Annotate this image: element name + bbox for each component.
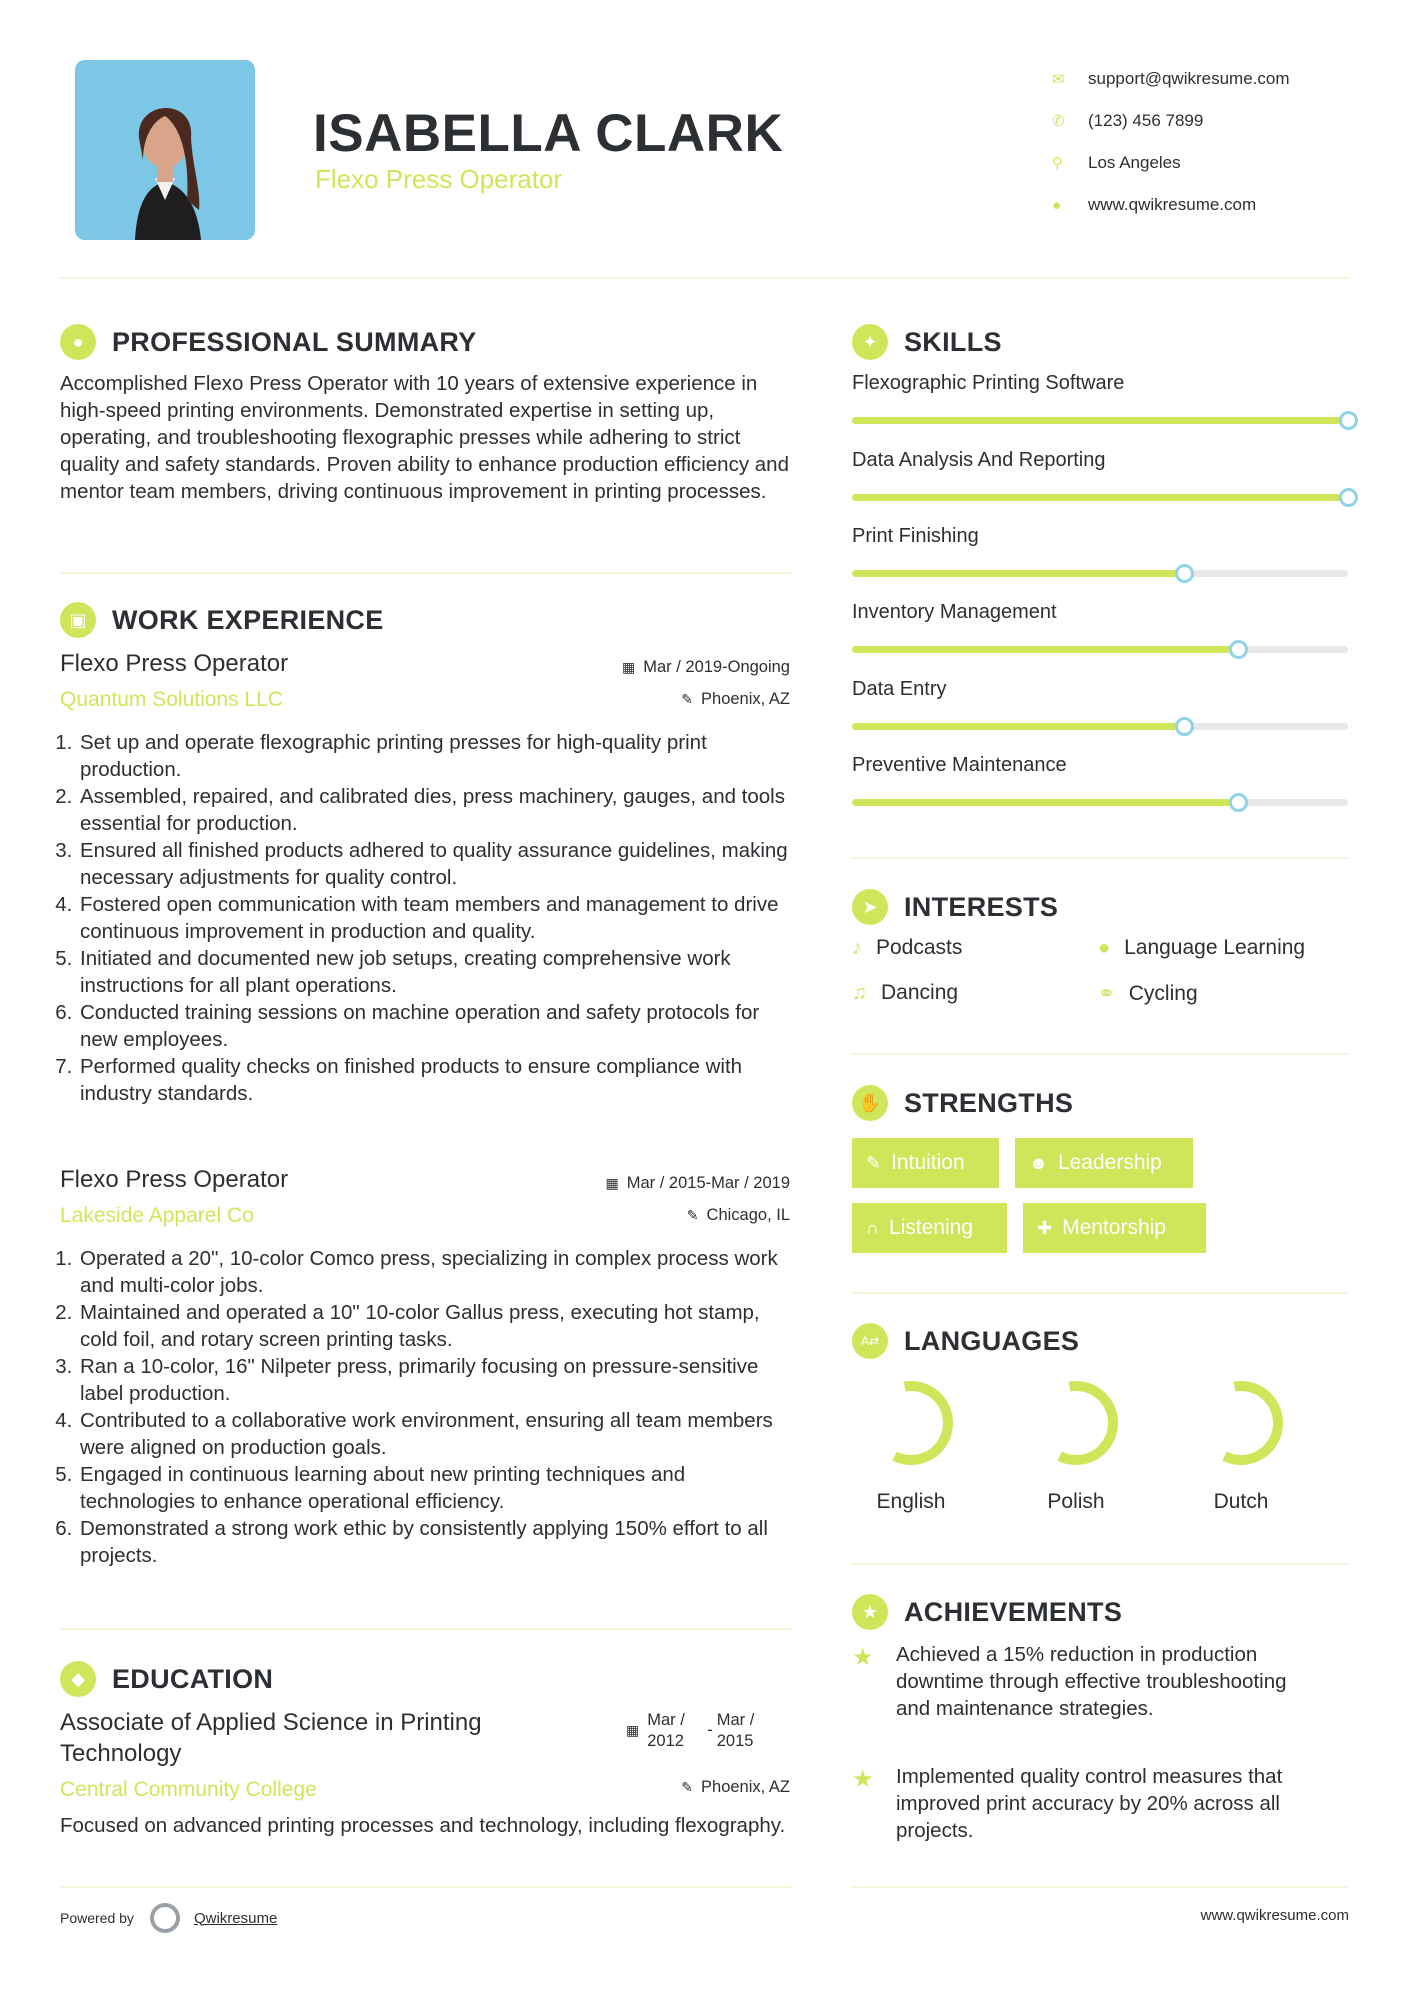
- contact-location: [1052, 142, 1290, 184]
- experience-heading: [60, 602, 384, 638]
- candidate-name: ISABELLA CLARK: [313, 104, 784, 163]
- skill-name: Print Finishing: [852, 525, 979, 547]
- interest-item: [1098, 936, 1305, 960]
- globe-icon: ●: [1098, 936, 1111, 959]
- language-item: [1026, 1378, 1126, 1514]
- bicycle-icon: ⚭: [1098, 983, 1115, 1005]
- skill-bar-fill: [852, 417, 1348, 424]
- skill-name: Inventory Management: [852, 601, 1057, 623]
- interest-item: [852, 936, 962, 960]
- strength-label: Leadership: [1057, 1151, 1162, 1174]
- skill-bar-knob: [1175, 564, 1194, 583]
- experience-title: WORK EXPERIENCE: [112, 604, 384, 635]
- trophy-icon: ★: [852, 1594, 888, 1630]
- language-name: English: [876, 1490, 946, 1513]
- microphone-icon: ♪: [852, 936, 862, 959]
- skill-bar: [852, 570, 1348, 577]
- skill-name: Preventive Maintenance: [852, 754, 1067, 776]
- education-description: Focused on advanced printing processes and technology, including flexography.: [60, 1814, 786, 1837]
- pin-icon: ✎: [681, 691, 694, 707]
- language-name: Dutch: [1213, 1490, 1269, 1513]
- list-item: 3. Ran a 10-color, 16" Nilpeter press, primarily focusing on pressure-sensitive label production.: [78, 1353, 800, 1407]
- skill-bar: [852, 417, 1348, 424]
- strengths-heading: [852, 1085, 1073, 1121]
- interest-item: [1098, 981, 1198, 1006]
- skill-bar: [852, 494, 1348, 501]
- strength-tag: [1015, 1138, 1193, 1188]
- footer-powered-by: [60, 1903, 277, 1933]
- graduation-cap-icon: ◆: [60, 1661, 96, 1697]
- strength-tag: [852, 1138, 999, 1188]
- skill-bar: [852, 799, 1348, 806]
- list-item: 1. Operated a 20", 10-color Comco press, specializing in complex process work and multi-color jobs.: [78, 1245, 800, 1299]
- language-level-arc: [1033, 1380, 1119, 1466]
- contact-website[interactable]: [1052, 184, 1290, 226]
- degree-title: Associate of Applied Science in Printing Technology: [60, 1709, 482, 1767]
- calendar-icon: ▦: [622, 659, 636, 675]
- language-level-ring: [866, 1378, 956, 1468]
- section-divider: [852, 857, 1348, 859]
- star-icon: ★: [852, 1766, 874, 1793]
- interest-label: Language Learning: [1124, 936, 1306, 959]
- list-item: 3. Ensured all finished products adhered to quality assurance guidelines, making necessary adjustments for quality control.: [78, 837, 800, 891]
- section-divider: [852, 1886, 1348, 1888]
- list-item: 6. Conducted training sessions on machine operation and safety protocols for new employees.: [78, 999, 800, 1053]
- headphones-icon: ∩: [866, 1217, 879, 1238]
- list-item: 4. Contributed to a collaborative work environment, ensuring all team members were aligned on production goals.: [78, 1407, 800, 1461]
- strength-label: Mentorship: [1062, 1216, 1166, 1239]
- globe-icon: ●: [1052, 196, 1062, 214]
- job-duties-list: [60, 729, 800, 1107]
- skill-name: Data Analysis And Reporting: [852, 449, 1106, 471]
- languages-title: LANGUAGES: [904, 1325, 1080, 1356]
- list-item: 5. Initiated and documented new job setups, creating comprehensive work instructions for all plant operations.: [78, 945, 800, 999]
- strength-tag: [1023, 1203, 1206, 1253]
- list-item: 2. Assembled, repaired, and calibrated dies, press machinery, gauges, and tools essential for production.: [78, 783, 800, 837]
- achievement-text: Implemented quality control measures that improved print accuracy by 20% across all projects.: [896, 1765, 1283, 1842]
- language-level-arc: [868, 1380, 954, 1466]
- language-name: Polish: [1047, 1490, 1105, 1513]
- interests-heading: [852, 889, 1058, 925]
- interest-label: Cycling: [1128, 981, 1198, 1005]
- job-location: [687, 1206, 790, 1225]
- paper-plane-icon: ➤: [852, 889, 888, 925]
- summary-heading: [60, 324, 477, 360]
- education-date-start: Mar / 2012: [647, 1711, 685, 1750]
- achievements-heading: [852, 1594, 1122, 1630]
- list-item: 6. Demonstrated a strong work ethic by consistently applying 150% effort to all projects.: [78, 1515, 800, 1569]
- job-company: Lakeside Apparel Co: [60, 1204, 254, 1227]
- star-icon: ★: [852, 1644, 874, 1671]
- summary-text: Accomplished Flexo Press Operator with 10 years of extensive experience in high-speed printing environments. Demonstrated expertise in setting up, operating, and troubleshooting flexographic presses while adhering to strict quality and safety standards. Proven ability to enhance production efficiency and mentor team members, driving continuous improvement in printing processes.: [60, 372, 789, 503]
- job-dates-text: Mar / 2015-Mar / 2019: [626, 1174, 790, 1192]
- contact-website-text: www.qwikresume.com: [1088, 195, 1257, 214]
- phone-icon: ✆: [1052, 113, 1065, 130]
- school-name: Central Community College: [60, 1778, 317, 1801]
- job-location: [681, 690, 790, 709]
- language-level-arc: [1198, 1380, 1284, 1466]
- briefcase-icon: ▣: [60, 602, 96, 638]
- achievement-text: Achieved a 15% reduction in production downtime through effective troubleshooting and maintenance strategies.: [896, 1643, 1287, 1720]
- envelope-icon: ✉: [1052, 71, 1065, 88]
- section-divider: [852, 1053, 1348, 1055]
- skill-bar-fill: [852, 570, 1184, 577]
- strength-label: Listening: [888, 1216, 973, 1239]
- education-title: EDUCATION: [112, 1663, 274, 1694]
- contact-email-text: support@qwikresume.com: [1088, 69, 1290, 88]
- interest-label: Dancing: [881, 981, 959, 1004]
- strength-label: Intuition: [891, 1151, 965, 1174]
- job-dates: [622, 658, 790, 677]
- section-divider: [852, 1292, 1348, 1294]
- language-item: [861, 1378, 961, 1514]
- section-divider: [60, 1628, 792, 1630]
- education-date-sep: -: [707, 1721, 713, 1739]
- person-portrait-icon: [75, 60, 255, 240]
- magic-wand-icon: ✎: [866, 1152, 882, 1173]
- contact-location-text: Los Angeles: [1088, 153, 1181, 172]
- candidate-role: Flexo Press Operator: [315, 164, 563, 194]
- job-location-text: Phoenix, AZ: [701, 690, 790, 708]
- interest-item: [852, 981, 958, 1005]
- achievement-item: [852, 1641, 1348, 1722]
- skill-bar-knob: [1175, 717, 1194, 736]
- interests-title: INTERESTS: [904, 891, 1059, 922]
- strengths-title: STRENGTHS: [904, 1087, 1074, 1118]
- education-location: [681, 1778, 790, 1797]
- pin-icon: ✎: [686, 1207, 699, 1223]
- powered-by-text: Powered by: [60, 1910, 134, 1926]
- job-title: Flexo Press Operator: [60, 1166, 289, 1193]
- skill-bar-knob: [1339, 488, 1358, 507]
- job-company: Quantum Solutions LLC: [60, 688, 283, 711]
- contact-email[interactable]: [1052, 58, 1290, 100]
- list-item: 7. Performed quality checks on finished products to ensure compliance with industry standards.: [78, 1053, 800, 1107]
- contact-phone[interactable]: [1052, 100, 1290, 142]
- summary-title: PROFESSIONAL SUMMARY: [112, 326, 477, 357]
- list-item: 5. Engaged in continuous learning about new printing techniques and technologies to enhance operational efficiency.: [78, 1461, 800, 1515]
- qwikresume-logo-icon: [150, 1903, 180, 1933]
- hand-icon: ✋: [852, 1085, 888, 1121]
- skill-name: Data Entry: [852, 678, 947, 700]
- profile-photo: [75, 60, 255, 240]
- education-dates: [626, 1710, 769, 1752]
- interest-label: Podcasts: [876, 936, 963, 959]
- section-divider: [60, 572, 792, 574]
- job-dates: [606, 1174, 790, 1193]
- language-level-ring: [1031, 1378, 1121, 1468]
- footer-url[interactable]: www.qwikresume.com: [1200, 1907, 1349, 1924]
- skill-bar-fill: [852, 723, 1184, 730]
- header-divider: [60, 277, 1349, 279]
- skill-bar-knob: [1229, 640, 1248, 659]
- skill-name: Flexographic Printing Software: [852, 372, 1125, 394]
- strength-tag: [852, 1203, 1007, 1253]
- calendar-icon: ▦: [605, 1175, 619, 1191]
- education-heading: [60, 1661, 273, 1697]
- skill-bar-fill: [852, 646, 1239, 653]
- list-item: 1. Set up and operate flexographic printing presses for high-quality print production.: [78, 729, 800, 783]
- lightbulb-icon: ✦: [852, 324, 888, 360]
- calendar-icon: ▦: [626, 1722, 640, 1738]
- skill-bar: [852, 723, 1348, 730]
- list-item: 2. Maintained and operated a 10" 10-color Gallus press, executing hot stamp, cold foil, and rotary screen printing tasks.: [78, 1299, 800, 1353]
- skill-bar-knob: [1339, 411, 1358, 430]
- pin-icon: ✎: [681, 1779, 694, 1795]
- section-divider: [852, 1563, 1348, 1565]
- job-location-text: Chicago, IL: [706, 1206, 790, 1224]
- education-date-end: Mar / 2015: [716, 1711, 755, 1750]
- job-title: Flexo Press Operator: [60, 650, 289, 677]
- user-plus-icon: ✚: [1037, 1217, 1053, 1238]
- map-pin-icon: ⚲: [1052, 155, 1063, 172]
- skill-bar-fill: [852, 494, 1348, 501]
- users-icon: ☻: [1029, 1152, 1048, 1173]
- skill-bar: [852, 646, 1348, 653]
- contact-list: [1052, 58, 1290, 226]
- contact-phone-text: (123) 456 7899: [1088, 111, 1204, 130]
- skill-bar-fill: [852, 799, 1239, 806]
- job-duties-list: [60, 1245, 800, 1569]
- job-dates-text: Mar / 2019-Ongoing: [643, 658, 790, 676]
- music-note-icon: ♫: [852, 981, 867, 1004]
- skills-heading: [852, 324, 1002, 360]
- list-item: 4. Fostered open communication with team members and management to drive continuous improvement in production and quality.: [78, 891, 800, 945]
- language-level-ring: [1196, 1378, 1286, 1468]
- section-divider: [60, 1886, 792, 1888]
- language-item: [1191, 1378, 1291, 1514]
- skill-bar-knob: [1229, 793, 1248, 812]
- skills-title: SKILLS: [904, 326, 1002, 357]
- achievement-item: [852, 1763, 1348, 1844]
- languages-heading: [852, 1323, 1079, 1359]
- user-icon: ●: [60, 324, 96, 360]
- achievements-title: ACHIEVEMENTS: [904, 1596, 1123, 1627]
- translate-icon: A⇄: [852, 1323, 888, 1359]
- brand-link[interactable]: Qwikresume: [193, 1909, 278, 1927]
- education-location-text: Phoenix, AZ: [701, 1778, 790, 1796]
